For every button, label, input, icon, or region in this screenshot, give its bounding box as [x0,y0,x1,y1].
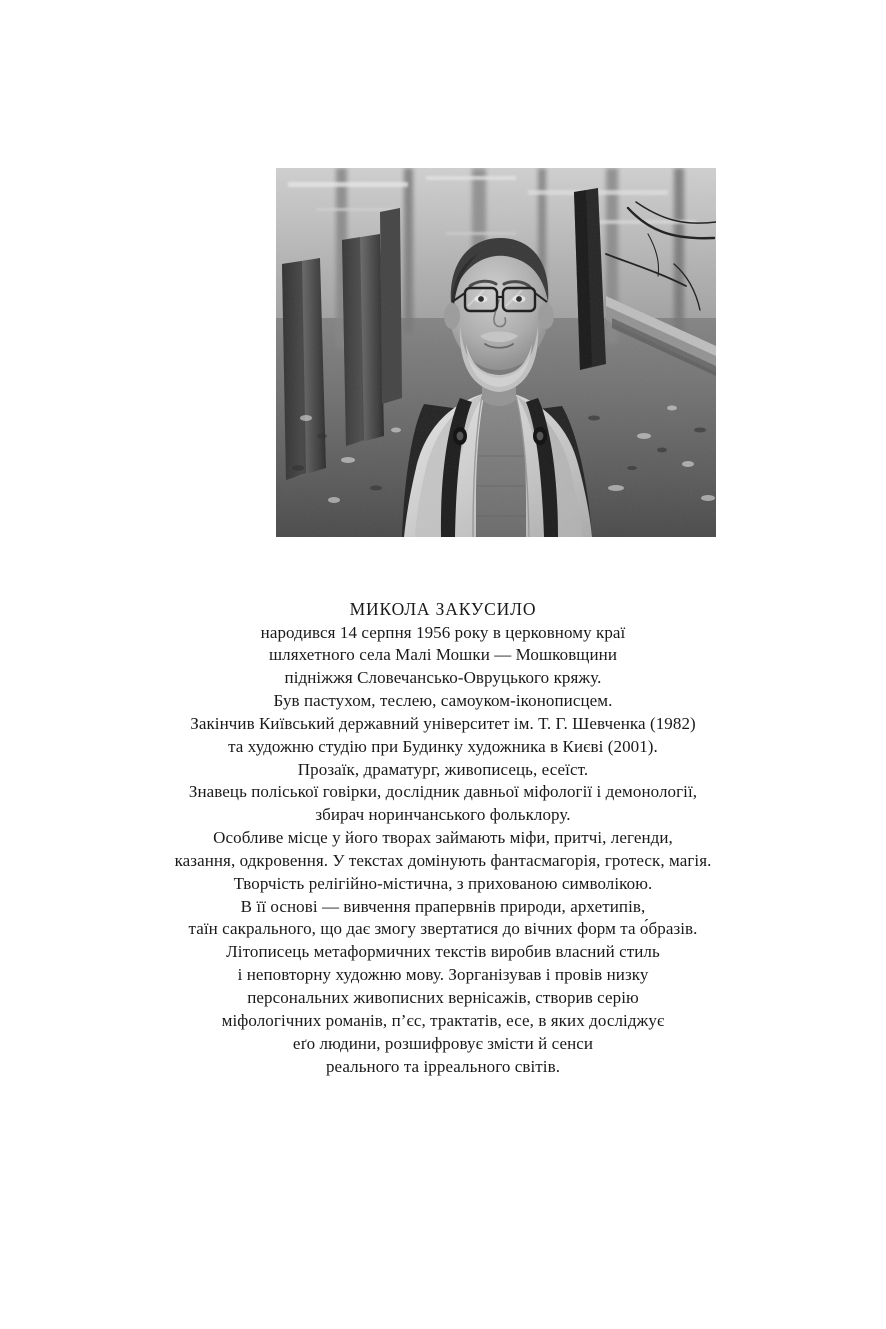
bio-line: персональних живописних вернісажів, створив серію [247,988,639,1007]
bio-line: народився 14 серпня 1956 року в церковному краї [260,622,626,642]
bio-line: та художню студію при Будинку художника в Києві (2001). [228,736,658,756]
author-name: МИКОЛА ЗАКУСИЛО [349,599,537,619]
bio-line: і неповторну художню мову. Зорганізував і провів низку [237,965,649,985]
author-photograph-image [276,168,716,537]
biography-lines [0,622,886,1079]
bio-line: міфологічних романів, п’єс, трактатів, есе, в яких досліджує [221,1010,665,1030]
bio-line: підніжжя Словечансько-Овруцького кряжу. [284,668,602,688]
author-photograph [276,168,716,537]
bio-line: збирач норинчанського фольклору. [315,805,571,825]
bio-line: таїн сакрального, що дає змогу звертатися до вічних форм та о́бразів. [188,919,698,939]
bio-line: Прозаїк, драматург, живописець, есеїст. [297,759,589,779]
bio-line: шляхетного села Малі Мошки — Мошковщини [268,645,618,665]
bio-line: Був пастухом, теслею, самоуком-іконописцем. [273,691,613,711]
bio-line: Літописець метаформичних текстів виробив власний стиль [226,942,660,962]
bio-line: Закінчив Київський державний університет ім. Т. Г. Шевченка (1982) [190,713,696,733]
bio-line: реального та ірреального світів. [325,1056,561,1076]
bio-line: В її основі — вивчення прапервнів природи, архетипів, [240,896,646,916]
bio-line: Особливе місце у його творах займають міфи, притчі, легенди, [213,828,673,848]
bio-line: Творчість релігійно-містична, з прихованою символікою. [233,873,653,893]
author-biography [0,598,886,1078]
bio-line: казання, одкровення. У текстах домінують фантасмагорія, гротеск, магія. [174,850,712,870]
bio-line: еґо людини, розшифровує змісти й сенси [292,1033,594,1053]
bio-line: Знавець поліської говірки, дослідник давньої міфології і демонології, [188,782,698,802]
